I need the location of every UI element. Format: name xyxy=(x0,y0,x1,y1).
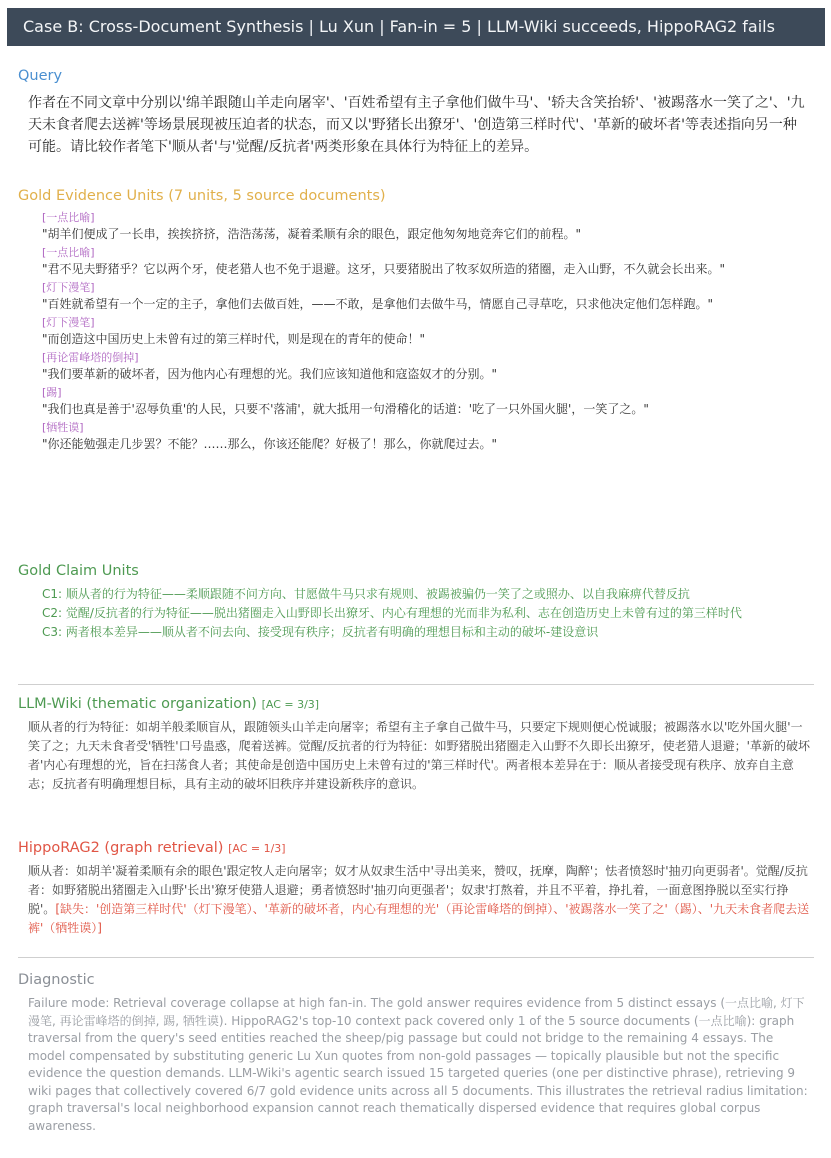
query-section xyxy=(18,66,810,158)
hipporag-ac-score: [AC = 1/3] xyxy=(228,842,286,855)
claim-item: C2: 觉醒/反抗者的行为特征——脱出猪圈走入山野即长出獠牙、内心有理想的光而非为私利、志在创造历史上未曾有过的第三样时代 xyxy=(42,606,742,620)
diagnostic-section xyxy=(18,970,810,1135)
evidence-source: [踢] xyxy=(42,386,62,399)
hipporag-label xyxy=(18,838,810,859)
evidence-quote: "你还能勉强走几步罢？不能？……那么，你该还能爬？好极了！那么，你就爬过去。" xyxy=(42,437,498,451)
hipporag-name: HippoRAG2 (graph retrieval) xyxy=(18,840,224,856)
evidence-item xyxy=(42,350,810,384)
llm-wiki-answer: 顺从者的行为特征：如胡羊般柔顺盲从，跟随领头山羊走向屠宰；希望有主子拿自己做牛马，只要定下规则便心悦诚服；被踢落水以'吃外国火腿'一笑了之；九天未食者受'牺牲'口号蛊惑，爬着送裤。觉醒/反抗者的行为特征：如野猪脱出猪圈走入山野不久即长出獠牙，使老猎人退避；'革新的破坏者'内心有理想的光，旨在扫荡食人者；其使命是创造中国历史上未曾有过的'第三样时代'。两者根本差异在于：顺从者接受现有秩序、放弃自主意志；反抗者有明确理想目标，具有主动的破坏旧秩序并建设新秩序的意识。 xyxy=(28,720,810,791)
gold-evidence-label: Gold Evidence Units (7 units, 5 source documents) xyxy=(18,188,386,204)
claim-item: C1: 顺从者的行为特征——柔顺跟随不问方向、甘愿做牛马只求有规则、被踢被骗仍一笑了之或照办、以自我麻痹代替反抗 xyxy=(42,587,690,601)
evidence-quote: "我们要革新的破坏者，因为他内心有理想的光。我们应该知道他和寇盗奴才的分别。" xyxy=(42,367,498,381)
evidence-quote: "胡羊们便成了一长串，挨挨挤挤，浩浩荡荡，凝着柔顺有余的眼色，跟定他匆匆地竞奔它们的前程。" xyxy=(42,227,582,241)
llm-wiki-section xyxy=(18,694,810,794)
evidence-quote: "百姓就希望有一个一定的主子，拿他们去做百姓，——不敢，是拿他们去做牛马，情愿自己寻草吃，只求他决定他们怎样跑。" xyxy=(42,297,714,311)
query-label: Query xyxy=(18,68,63,84)
case-header xyxy=(7,8,825,46)
gold-claims-label: Gold Claim Units xyxy=(18,563,139,579)
hipporag-missing-evidence: [缺失：'创造第三样时代'（灯下漫笔）、'革新的破坏者，内心有理想的光'（再论雷峰塔的倒掉）、'被踢落水一笑了之'（踢）、'九天未食者爬去送裤'（牺牲谟）] xyxy=(28,902,810,935)
evidence-source: [一点比喻] xyxy=(42,246,95,259)
evidence-source: [灯下漫笔] xyxy=(42,281,95,294)
evidence-source: [一点比喻] xyxy=(42,211,95,224)
evidence-item xyxy=(42,385,810,419)
llm-wiki-label xyxy=(18,694,810,715)
gold-evidence-section xyxy=(18,186,810,455)
evidence-source: [牺牲谟] xyxy=(42,421,84,434)
evidence-item xyxy=(42,280,810,314)
section-divider xyxy=(18,957,814,958)
gold-claims-section xyxy=(18,561,810,642)
evidence-source: [灯下漫笔] xyxy=(42,316,95,329)
evidence-list xyxy=(42,210,810,454)
case-title: Case B: Cross-Document Synthesis | Lu Xun | Fan-in = 5 | LLM-Wiki succeeds, HippoRAG2 fails xyxy=(23,17,775,36)
hipporag-section xyxy=(18,838,810,938)
evidence-item xyxy=(42,210,810,244)
evidence-quote: "而创造这中国历史上未曾有过的第三样时代，则是现在的青年的使命！" xyxy=(42,332,426,346)
evidence-quote: "君不见夫野猪乎？它以两个牙，使老猎人也不免于退避。这牙，只要猪脱出了牧豕奴所造的猪圈，走入山野，不久就会长出来。" xyxy=(42,262,726,276)
evidence-item xyxy=(42,420,810,454)
evidence-item xyxy=(42,245,810,279)
evidence-source: [再论雷峰塔的倒掉] xyxy=(42,351,139,364)
hipporag-answer xyxy=(28,862,810,938)
diagnostic-label: Diagnostic xyxy=(18,972,95,988)
evidence-item xyxy=(42,315,810,349)
section-divider xyxy=(18,684,814,685)
claims-list xyxy=(42,585,810,642)
llm-wiki-name: LLM-Wiki (thematic organization) xyxy=(18,696,257,712)
diagnostic-text: Failure mode: Retrieval coverage collapse at high fan-in. The gold answer requires evidence from 5 distinct essays (一点比喻, 灯下漫笔, 再论雷峰塔的倒掉, 踢, 牺牲谟). HippoRAG2's top-10 context pack covered only 1 of the 5 source documents (一点比喻): graph traversal from the query's seed entities reached the sheep/pig passage but could not bridge to the remaining 4 essays. The model compensated by substituting generic Lu Xun quotes from non-gold passages — topically plausible but not the specific evidence the question demands. LLM-Wiki's agentic search issued 15 targeted queries (one per distinctive phrase), retrieving 9 wiki pages that collectively covered 6/7 gold evidence units across all 5 documents. This illustrates the retrieval radius limitation: graph traversal's local neighborhood expansion cannot reach thematically dispersed evidence that requires global corpus awareness. xyxy=(28,996,808,1133)
query-text: 作者在不同文章中分别以'绵羊跟随山羊走向屠宰'、'百姓希望有主子拿他们做牛马'、'轿夫含笑抬轿'、'被踢落水一笑了之'、'九天未食者爬去送裤'等场景展现被压迫者的状态，而又以'野猪长出獠牙'、'创造第三样时代'、'革新的破坏者'等表述指向另一种可能。请比较作者笔下'顺从者'与'觉醒/反抗者'两类形象在具体行为特征上的差异。 xyxy=(28,95,805,155)
claim-item: C3: 两者根本差异——顺从者不问去向、接受现有秩序；反抗者有明确的理想目标和主动的破坏-建设意识 xyxy=(42,625,599,639)
hipporag-answer-text: 顺从者：如胡羊'凝着柔顺有余的眼色'跟定牧人走向屠宰；奴才从奴隶生活中'寻出美来，赞叹，抚摩，陶醉'；怯者愤怒时'抽刃向更弱者'。觉醒/反抗者：如野猪脱出猪圈走入山野'长出'獠牙使猎人退避；勇者愤怒时'抽刃向更强者'；奴隶'打熬着，并且不平着，挣扎着，一面意图挣脱以至实行挣脱'。 xyxy=(28,864,808,916)
evidence-quote: "我们也真是善于'忍辱负重'的人民，只要不'落浦'，就大抵用一句滑稽化的话道：'吃了一只外国火腿'，一笑了之。" xyxy=(42,402,649,416)
llm-wiki-ac-score: [AC = 3/3] xyxy=(261,698,320,711)
